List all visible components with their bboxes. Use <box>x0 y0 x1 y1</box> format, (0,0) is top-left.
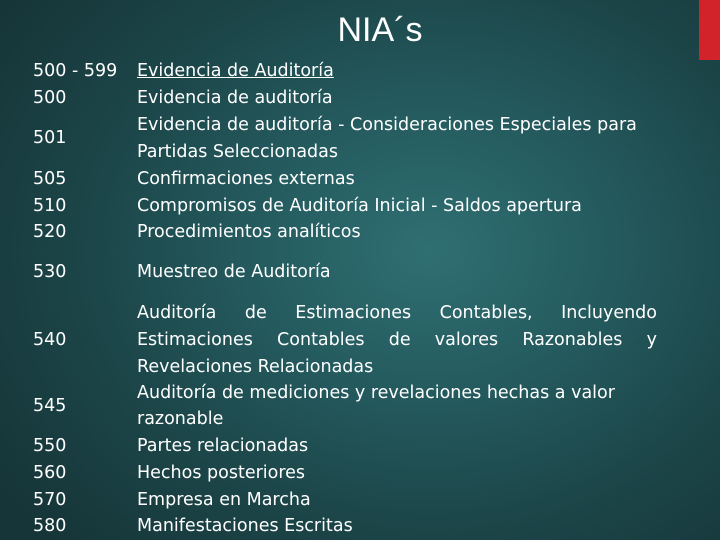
item-code: 510 <box>33 196 67 216</box>
item-text: Compromisos de Auditoría Inicial - Saldos apertura <box>137 196 582 216</box>
header-label: Evidencia de Auditoría <box>137 61 334 81</box>
item-code: 500 <box>33 88 67 108</box>
item-text-line2: Estimaciones Contables de valores Razonables y <box>137 330 657 350</box>
item-text-line2: Partidas Seleccionadas <box>137 142 339 162</box>
item-code: 580 <box>33 516 67 536</box>
item-text: Procedimientos analíticos <box>137 222 361 242</box>
item-text: Muestreo de Auditoría <box>137 262 331 282</box>
item-code: 545 <box>33 396 67 416</box>
item-code: 570 <box>33 490 67 510</box>
item-code: 520 <box>33 222 67 242</box>
item-text: Evidencia de auditoría - Consideraciones Especiales para <box>137 115 637 135</box>
item-code: 530 <box>33 262 67 282</box>
item-text: Partes relacionadas <box>137 436 309 456</box>
item-code: 540 <box>33 330 67 350</box>
item-text: Auditoría de mediciones y revelaciones hechas a valor <box>137 383 615 403</box>
item-text: Empresa en Marcha <box>137 490 311 510</box>
item-code: 505 <box>33 169 67 189</box>
item-text: Auditoría de Estimaciones Contables, Incluyendo <box>137 303 657 323</box>
header-range: 500 - 599 <box>33 61 118 81</box>
item-text: Confirmaciones externas <box>137 169 355 189</box>
item-text-line3: Revelaciones Relacionadas <box>137 357 374 377</box>
item-text: Manifestaciones Escritas <box>137 516 353 536</box>
item-text: Hechos posteriores <box>137 463 306 483</box>
item-text: Evidencia de auditoría <box>137 88 333 108</box>
item-code: 560 <box>33 463 67 483</box>
item-code: 550 <box>33 436 67 456</box>
slide-title: NIA´s <box>337 11 423 49</box>
item-code: 501 <box>33 128 67 148</box>
item-text-line2: razonable <box>137 409 224 429</box>
